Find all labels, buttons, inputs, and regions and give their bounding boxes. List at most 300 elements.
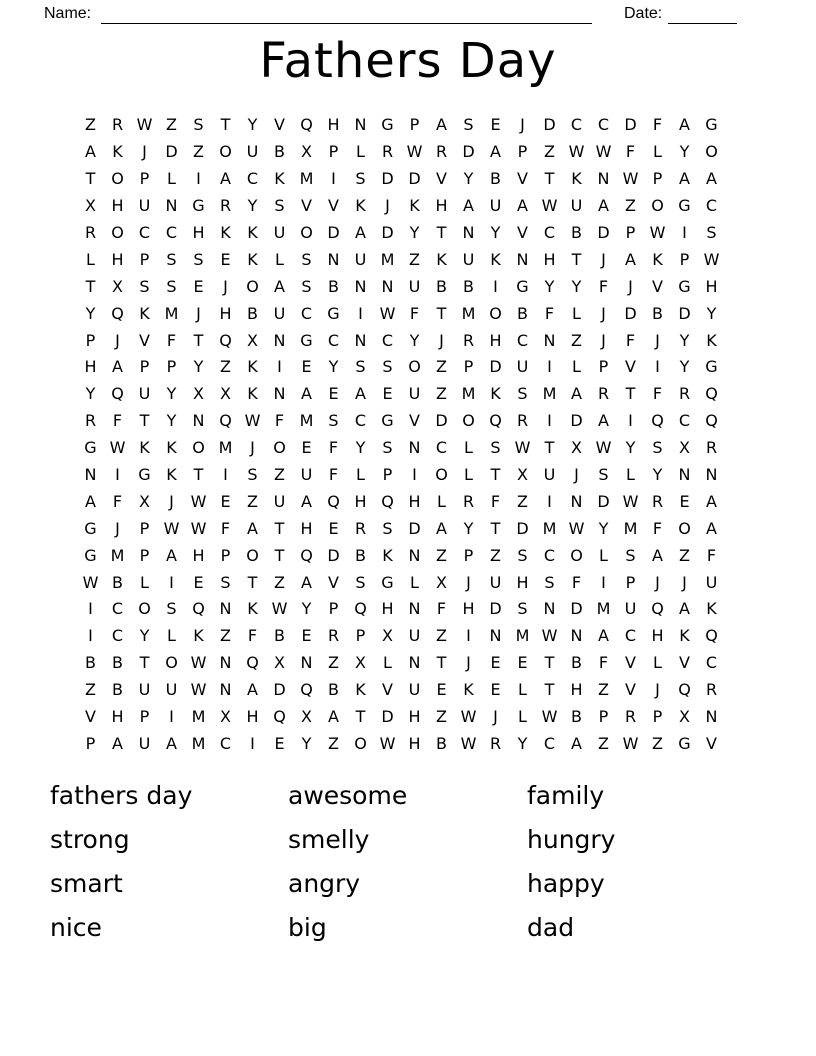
grid-letter: K xyxy=(139,438,150,458)
grid-letter: H xyxy=(462,599,475,619)
grid-letter: E xyxy=(328,518,339,538)
grid-letter: R xyxy=(219,196,232,216)
grid-letter: R xyxy=(489,733,502,753)
grid-letter: M xyxy=(164,303,179,323)
grid-letter: S xyxy=(517,599,528,619)
grid-letter: O xyxy=(651,196,664,216)
grid-letter: O xyxy=(165,653,178,673)
grid-letter: W xyxy=(541,626,558,646)
grid-letter: D xyxy=(381,223,394,242)
grid-letter: S xyxy=(625,545,636,565)
word-list-item: smelly xyxy=(288,825,370,854)
word-column-2 xyxy=(288,776,407,952)
grid-letter: W xyxy=(595,438,612,458)
grid-letter: T xyxy=(436,653,447,673)
grid-letter: P xyxy=(652,707,663,727)
grid-letter: F xyxy=(652,384,663,404)
grid-letter: A xyxy=(598,196,609,216)
grid-letter: G xyxy=(138,465,151,485)
grid-letter: J xyxy=(682,572,687,592)
grid-letter: Q xyxy=(111,303,124,323)
grid-letter: P xyxy=(85,330,96,350)
grid-letter: Y xyxy=(679,357,690,377)
grid-letter: S xyxy=(166,249,177,269)
grid-letter: J xyxy=(169,491,174,511)
grid-letter: Y xyxy=(328,357,339,377)
grid-letter: K xyxy=(463,680,474,700)
grid-letter: H xyxy=(111,196,124,216)
grid-letter: A xyxy=(625,249,636,269)
grid-letter: I xyxy=(547,411,552,431)
grid-letter: Z xyxy=(679,545,690,565)
grid-letter: B xyxy=(274,142,285,162)
grid-letter: O xyxy=(219,142,232,162)
grid-letter: V xyxy=(274,115,285,135)
grid-letter: A xyxy=(679,599,690,619)
grid-letter: K xyxy=(166,438,177,458)
grid-letter: K xyxy=(409,196,420,216)
grid-letter: Z xyxy=(193,142,204,162)
grid-letter: A xyxy=(679,115,690,135)
grid-letter: C xyxy=(111,626,124,646)
grid-letter: A xyxy=(301,384,312,404)
grid-letter: N xyxy=(273,384,286,404)
grid-letter: I xyxy=(223,465,228,485)
grid-letter: F xyxy=(598,653,609,673)
grid-letter: F xyxy=(247,626,258,646)
grid-letter: L xyxy=(140,572,149,592)
grid-letter: N xyxy=(354,115,367,135)
grid-letter: T xyxy=(490,465,501,485)
grid-letter: C xyxy=(327,330,340,350)
grid-letter: W xyxy=(190,680,207,700)
grid-letter: A xyxy=(274,276,285,296)
grid-letter: I xyxy=(628,411,633,431)
grid-letter: W xyxy=(379,303,396,323)
grid-letter: M xyxy=(299,169,314,189)
grid-letter: T xyxy=(274,518,285,538)
grid-letter: X xyxy=(517,465,528,485)
grid-letter: Q xyxy=(381,491,394,511)
grid-letter: M xyxy=(191,707,206,727)
grid-letter: C xyxy=(705,196,718,216)
grid-letter: S xyxy=(193,115,204,135)
grid-letter: Y xyxy=(490,223,501,242)
grid-letter: H xyxy=(408,707,421,727)
grid-letter: Y xyxy=(247,196,258,216)
grid-letter: X xyxy=(220,707,231,727)
grid-letter: V xyxy=(85,707,96,727)
grid-letter: C xyxy=(111,599,124,619)
grid-letter: L xyxy=(653,653,662,673)
grid-letter: Y xyxy=(355,438,366,458)
grid-letter: G xyxy=(192,196,205,216)
grid-letter: Q xyxy=(705,384,718,404)
grid-letter: V xyxy=(625,357,636,377)
grid-letter: E xyxy=(490,680,501,700)
grid-letter: W xyxy=(163,518,180,538)
grid-letter: H xyxy=(543,249,556,269)
grid-letter: E xyxy=(301,438,312,458)
grid-letter: A xyxy=(328,707,339,727)
grid-letter: K xyxy=(247,599,258,619)
grid-letter: C xyxy=(516,330,529,350)
grid-letter: D xyxy=(381,169,394,189)
grid-letter: L xyxy=(86,249,95,269)
grid-letter: U xyxy=(570,196,583,216)
grid-letter: S xyxy=(166,276,177,296)
grid-letter: L xyxy=(626,465,635,485)
grid-letter: V xyxy=(652,276,663,296)
grid-letter: B xyxy=(355,545,366,565)
grid-letter: E xyxy=(517,653,528,673)
grid-letter: B xyxy=(112,572,123,592)
grid-letter: J xyxy=(142,142,147,162)
grid-letter: G xyxy=(381,411,394,431)
grid-letter: H xyxy=(111,249,124,269)
grid-letter: X xyxy=(301,707,312,727)
grid-letter: U xyxy=(138,680,151,700)
grid-letter: B xyxy=(436,733,447,753)
grid-letter: P xyxy=(328,599,339,619)
grid-letter: X xyxy=(112,276,123,296)
grid-letter: K xyxy=(436,249,447,269)
grid-letter: P xyxy=(625,572,636,592)
grid-letter: J xyxy=(601,303,606,323)
grid-letter: A xyxy=(166,545,177,565)
grid-letter: J xyxy=(466,572,471,592)
grid-letter: G xyxy=(84,518,97,538)
grid-letter: L xyxy=(653,142,662,162)
grid-letter: L xyxy=(356,465,365,485)
grid-letter: E xyxy=(274,733,285,753)
grid-letter: V xyxy=(706,733,717,753)
grid-letter: W xyxy=(379,733,396,753)
grid-letter: Z xyxy=(328,733,339,753)
grid-letter: Z xyxy=(436,545,447,565)
grid-letter: K xyxy=(679,626,690,646)
grid-letter: X xyxy=(220,384,231,404)
grid-letter: X xyxy=(679,438,690,458)
word-column-1 xyxy=(50,776,192,952)
grid-letter: A xyxy=(436,518,447,538)
grid-letter: X xyxy=(355,653,366,673)
grid-letter: J xyxy=(628,276,633,296)
grid-letter: Y xyxy=(85,303,96,323)
grid-letter: U xyxy=(300,465,313,485)
grid-letter: F xyxy=(652,518,663,538)
grid-letter: W xyxy=(595,142,612,162)
grid-letter: B xyxy=(571,653,582,673)
grid-letter: I xyxy=(169,707,174,727)
grid-letter: M xyxy=(596,599,611,619)
grid-letter: W xyxy=(136,115,153,135)
grid-letter: T xyxy=(274,545,285,565)
grid-letter: G xyxy=(381,572,394,592)
grid-letter: F xyxy=(598,276,609,296)
grid-letter: L xyxy=(383,653,392,673)
grid-letter: T xyxy=(544,653,555,673)
grid-letter: S xyxy=(166,599,177,619)
grid-letter: R xyxy=(678,384,691,404)
grid-letter: I xyxy=(196,169,201,189)
grid-letter: W xyxy=(190,491,207,511)
grid-letter: L xyxy=(518,707,527,727)
grid-letter: Z xyxy=(490,545,501,565)
grid-letter: W xyxy=(622,169,639,189)
grid-letter: W xyxy=(568,142,585,162)
grid-letter: M xyxy=(461,303,476,323)
grid-letter: Y xyxy=(679,142,690,162)
date-blank-line xyxy=(668,2,737,24)
grid-letter: T xyxy=(85,276,96,296)
grid-letter: G xyxy=(381,115,394,135)
grid-letter: V xyxy=(301,196,312,216)
grid-letter: H xyxy=(651,626,664,646)
grid-letter: X xyxy=(382,626,393,646)
grid-letter: C xyxy=(624,626,637,646)
grid-letter: A xyxy=(652,545,663,565)
grid-letter: U xyxy=(516,357,529,377)
grid-letter: R xyxy=(516,411,529,431)
grid-letter: K xyxy=(706,599,717,619)
grid-letter: W xyxy=(622,733,639,753)
grid-letter: V xyxy=(517,223,528,242)
grid-letter: P xyxy=(679,249,690,269)
grid-letter: M xyxy=(542,384,557,404)
word-list-item: big xyxy=(288,913,327,942)
grid-letter: G xyxy=(678,733,691,753)
grid-letter: B xyxy=(517,303,528,323)
word-list-item: nice xyxy=(50,913,102,942)
grid-letter: E xyxy=(193,572,204,592)
grid-letter: T xyxy=(571,249,582,269)
grid-letter: Q xyxy=(300,545,313,565)
grid-letter: J xyxy=(655,330,660,350)
grid-letter: O xyxy=(435,465,448,485)
grid-letter: K xyxy=(571,169,582,189)
grid-letter: O xyxy=(246,545,259,565)
grid-letter: O xyxy=(354,733,367,753)
grid-letter: I xyxy=(331,169,336,189)
grid-letter: A xyxy=(706,169,717,189)
grid-letter: C xyxy=(381,330,394,350)
grid-letter: N xyxy=(678,465,691,485)
grid-letter: Q xyxy=(300,115,313,135)
grid-letter: D xyxy=(543,115,556,135)
grid-letter: U xyxy=(138,196,151,216)
word-list-item: family xyxy=(527,781,605,810)
grid-letter: K xyxy=(247,384,258,404)
grid-letter: H xyxy=(489,330,502,350)
grid-letter: W xyxy=(514,438,531,458)
word-list-item: dad xyxy=(527,913,575,942)
grid-letter: B xyxy=(436,276,447,296)
grid-letter: Y xyxy=(571,276,582,296)
grid-letter: T xyxy=(193,465,204,485)
grid-letter: O xyxy=(111,223,124,242)
grid-letter: R xyxy=(462,330,475,350)
grid-letter: V xyxy=(436,169,447,189)
grid-letter: D xyxy=(408,169,421,189)
grid-letter: Y xyxy=(598,518,609,538)
grid-letter: Z xyxy=(85,115,96,135)
grid-letter: C xyxy=(570,115,583,135)
grid-letter: L xyxy=(572,303,581,323)
grid-letter: B xyxy=(112,653,123,673)
grid-letter: A xyxy=(355,223,366,242)
grid-letter: T xyxy=(544,169,555,189)
grid-letter: J xyxy=(655,680,660,700)
grid-letter: M xyxy=(218,438,233,458)
grid-letter: S xyxy=(301,249,312,269)
grid-letter: H xyxy=(192,545,205,565)
grid-letter: L xyxy=(167,169,176,189)
word-list-item: awesome xyxy=(288,781,408,810)
grid-letter: J xyxy=(115,330,120,350)
grid-letter: D xyxy=(408,518,421,538)
grid-letter: N xyxy=(705,465,718,485)
grid-letter: D xyxy=(327,545,340,565)
grid-letter: U xyxy=(246,142,259,162)
grid-letter: T xyxy=(490,518,501,538)
grid-letter: L xyxy=(464,438,473,458)
grid-letter: U xyxy=(489,196,502,216)
grid-letter: C xyxy=(705,653,718,673)
grid-letter: J xyxy=(601,330,606,350)
grid-letter: F xyxy=(571,572,582,592)
grid-letter: X xyxy=(571,438,582,458)
grid-letter: Z xyxy=(598,733,609,753)
grid-letter: T xyxy=(544,438,555,458)
grid-letter: D xyxy=(597,223,610,242)
word-list-item: strong xyxy=(50,825,130,854)
grid-letter: C xyxy=(165,223,178,242)
grid-letter: V xyxy=(625,680,636,700)
grid-letter: N xyxy=(570,491,583,511)
grid-letter: K xyxy=(706,330,717,350)
grid-letter: Z xyxy=(166,115,177,135)
grid-letter: T xyxy=(625,384,636,404)
grid-letter: I xyxy=(115,465,120,485)
grid-letter: W xyxy=(703,249,720,269)
grid-letter: B xyxy=(490,169,501,189)
grid-letter: S xyxy=(706,223,717,242)
grid-letter: E xyxy=(193,276,204,296)
grid-letter: Q xyxy=(489,411,502,431)
grid-letter: V xyxy=(625,653,636,673)
grid-letter: W xyxy=(406,142,423,162)
grid-letter: D xyxy=(570,599,583,619)
grid-letter: X xyxy=(436,572,447,592)
grid-letter: U xyxy=(165,680,178,700)
grid-letter: M xyxy=(542,518,557,538)
grid-letter: E xyxy=(490,653,501,673)
grid-letter: Z xyxy=(517,491,528,511)
grid-letter: P xyxy=(652,169,663,189)
grid-letter: Y xyxy=(247,115,258,135)
grid-letter: A xyxy=(220,169,231,189)
grid-letter: B xyxy=(652,303,663,323)
grid-letter: S xyxy=(355,357,366,377)
grid-letter: G xyxy=(327,303,340,323)
grid-letter: S xyxy=(517,384,528,404)
grid-letter: R xyxy=(597,384,610,404)
grid-letter: D xyxy=(597,491,610,511)
grid-letter: D xyxy=(462,142,475,162)
grid-letter: U xyxy=(273,223,286,242)
grid-letter: E xyxy=(301,626,312,646)
grid-letter: P xyxy=(139,707,150,727)
grid-letter: A xyxy=(706,491,717,511)
grid-letter: I xyxy=(412,465,417,485)
grid-letter: K xyxy=(490,384,501,404)
grid-letter: E xyxy=(436,680,447,700)
grid-letter: T xyxy=(544,680,555,700)
grid-letter: T xyxy=(85,169,96,189)
grid-letter: F xyxy=(625,142,636,162)
grid-letter: N xyxy=(219,653,232,673)
grid-letter: Y xyxy=(679,330,690,350)
grid-letter: S xyxy=(382,438,393,458)
grid-letter: S xyxy=(355,572,366,592)
grid-letter: T xyxy=(436,223,447,242)
grid-letter: F xyxy=(409,303,420,323)
grid-letter: N xyxy=(408,599,421,619)
grid-letter: N xyxy=(354,330,367,350)
grid-letter: E xyxy=(679,491,690,511)
grid-letter: R xyxy=(381,142,394,162)
grid-letter: O xyxy=(246,276,259,296)
grid-letter: A xyxy=(679,169,690,189)
grid-letter: Y xyxy=(166,411,177,431)
grid-letter: C xyxy=(543,545,556,565)
grid-letter: W xyxy=(190,653,207,673)
grid-letter: O xyxy=(570,545,583,565)
grid-letter: R xyxy=(705,438,718,458)
grid-letter: D xyxy=(273,680,286,700)
grid-letter: J xyxy=(223,276,228,296)
grid-letter: E xyxy=(220,249,231,269)
grid-letter: J xyxy=(385,196,390,216)
grid-letter: U xyxy=(489,572,502,592)
grid-letter: P xyxy=(166,357,177,377)
grid-letter: V xyxy=(409,411,420,431)
grid-letter: Q xyxy=(327,491,340,511)
grid-letter: X xyxy=(301,142,312,162)
grid-letter: F xyxy=(625,330,636,350)
grid-letter: P xyxy=(355,626,366,646)
grid-letter: I xyxy=(601,572,606,592)
grid-letter: W xyxy=(541,707,558,727)
grid-letter: Z xyxy=(598,680,609,700)
grid-letter: P xyxy=(139,357,150,377)
grid-letter: X xyxy=(139,491,150,511)
grid-letter: N xyxy=(354,276,367,296)
grid-letter: P xyxy=(85,733,96,753)
grid-letter: D xyxy=(489,357,502,377)
grid-letter: A xyxy=(598,626,609,646)
grid-letter: W xyxy=(460,707,477,727)
grid-letter: Q xyxy=(651,411,664,431)
grid-letter: A xyxy=(112,733,123,753)
word-list-item: happy xyxy=(527,869,605,898)
grid-letter: R xyxy=(84,223,97,242)
grid-letter: N xyxy=(192,411,205,431)
grid-letter: D xyxy=(570,411,583,431)
grid-letter: A xyxy=(301,491,312,511)
grid-letter: N xyxy=(489,626,502,646)
